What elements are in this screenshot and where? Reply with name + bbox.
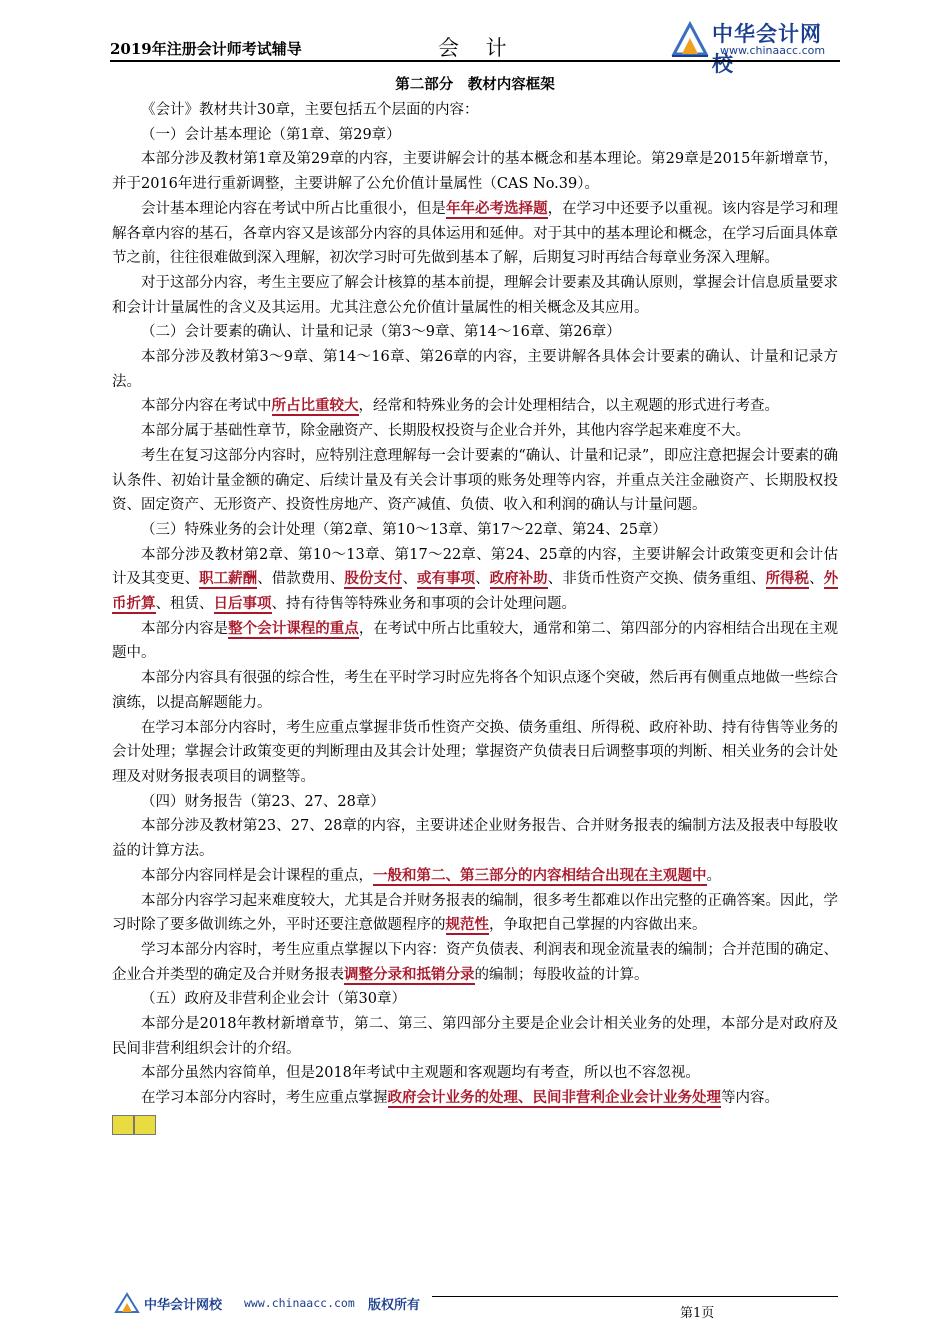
edit-icon[interactable] bbox=[134, 1115, 156, 1135]
highlight-text: 调整分录和抵销分录 bbox=[344, 965, 475, 983]
paragraph bbox=[112, 987, 838, 1012]
text-run: 考生在复习这部分内容时，应特别注意理解每一会计要素的“确认、计量和记录”，即应注意把握会计要素的确认条件、初始计量金额的确定、后续计量及有关会计事项的账务处理等内容，并重点关注金融资产、长期股权投资、固定资产、无形资产、投资性房地产、资产减值、负债、收入和利润的确认与计量问题。 bbox=[112, 447, 838, 514]
logo-triangle-icon bbox=[670, 18, 710, 58]
highlight-text: 政府会计业务的处理、民间非营利企业会计业务处理 bbox=[387, 1089, 721, 1107]
text-run: 、 bbox=[475, 571, 490, 588]
text-run: 、持有待售等特殊业务和事项的会计处理问题。 bbox=[271, 596, 576, 613]
text-run: 、 bbox=[809, 571, 824, 588]
footer-name: 中华会计网校 bbox=[144, 1298, 223, 1313]
paragraph bbox=[112, 518, 838, 543]
paragraph bbox=[112, 814, 838, 863]
text-run: 本部分涉及教材第1章及第29章的内容，主要讲解会计的基本概念和基本理论。第29章是2015年新增章节，并于2016年进行重新调整，主要讲解了公允价值计量属性（CAS No.39）。 bbox=[112, 151, 838, 193]
paragraph bbox=[112, 716, 838, 790]
footer-rule bbox=[432, 1296, 838, 1297]
highlight-text: 年年必考选择题 bbox=[445, 199, 548, 217]
highlight-text: 日后事项 bbox=[213, 595, 272, 613]
footer-logo-icon bbox=[114, 1292, 140, 1314]
paragraph-list bbox=[112, 98, 838, 1111]
highlight-text: 职工薪酬 bbox=[199, 570, 258, 588]
paragraph bbox=[112, 320, 838, 345]
footer-url[interactable]: www.chinaacc.com bbox=[244, 1296, 355, 1310]
paragraph bbox=[112, 147, 838, 196]
highlight-text: 所得税 bbox=[765, 570, 810, 588]
paragraph bbox=[112, 1061, 838, 1086]
text-run: ，在学习中还要予以重视。该内容是学习和理解各章内容的基石，各章内容又是该部分内容的具体运用和延伸。对于其中的基本理论和概念，在学习后面具体章节之前，往往很难做到深入理解，初次学习时可先做到基本了解，后期复习时再结合每章业务深入理解。 bbox=[112, 200, 839, 267]
text-run: 本部分涉及教材第3～9章、第14～16章、第26章的内容，主要讲解各具体会计要素的确认、计量和记录方法。 bbox=[112, 349, 838, 390]
text-run: （一）会计基本理论（第1章、第29章） bbox=[141, 126, 401, 143]
highlight-text: 股份支付 bbox=[344, 570, 403, 588]
text-run: ，争取把自己掌握的内容做出来。 bbox=[489, 917, 707, 934]
text-run: ，在考试中所占比重较大，通常和第二、第四部分的内容相结合出现在主观题中。 bbox=[112, 620, 839, 662]
paragraph bbox=[112, 666, 838, 715]
text-run: 在学习本部分内容时，考生应重点掌握 bbox=[141, 1090, 388, 1107]
paragraph bbox=[112, 1012, 838, 1061]
text-run: 、借款费用、 bbox=[257, 571, 345, 588]
text-run: 本部分内容是 bbox=[141, 620, 229, 637]
text-run: 本部分内容具有很强的综合性，考生在平时学习时应先将各个知识点逐个突破，然后再有侧重点地做一些综合演练，以提高解题能力。 bbox=[112, 670, 838, 711]
text-run: 、 bbox=[402, 571, 417, 588]
paragraph bbox=[112, 1086, 838, 1111]
text-run: 本部分虽然内容简单，但是2018年考试中主观题和客观题均有考查，所以也不容忽视。 bbox=[141, 1065, 700, 1082]
highlight-text: 整个会计课程的重点 bbox=[228, 619, 359, 637]
text-run: 本部分内容学习起来难度较大，尤其是合并财务报表的编制，很多考生都难以作出完整的正确答案。因此，学习时除了要多做训练之外，平时还要注意做题程序的 bbox=[112, 892, 838, 934]
paragraph bbox=[112, 543, 838, 617]
highlight-text: 规范性 bbox=[445, 916, 489, 934]
page-header bbox=[110, 14, 840, 76]
text-run: 本部分内容在考试中 bbox=[141, 398, 272, 415]
text-run: 本部分涉及教材第2章、第10～13章、第17～22章、第24、25章的内容，主要讲解会计政策变更和会计估计及其变更、 bbox=[112, 546, 838, 588]
text-run: （二）会计要素的确认、计量和记录（第3～9章、第14～16章、第26章） bbox=[141, 324, 621, 341]
document-body bbox=[112, 72, 838, 1135]
logo-url: www.chinaacc.com bbox=[720, 44, 826, 57]
paragraph bbox=[112, 419, 838, 444]
logo-name: 中华会计网校 bbox=[712, 22, 822, 76]
text-run: 、非货币性资产交换、债务重组、 bbox=[547, 571, 766, 588]
text-run: 学习本部分内容时，考生应重点掌握以下内容：资产负债表、利润表和现金流量表的编制；合并范围的确定、企业合并类型的确定及合并财务报表 bbox=[112, 941, 838, 983]
header-left-title: 2019年注册会计师考试辅导 bbox=[110, 40, 302, 58]
text-run: 《会计》教材共计30章，主要包括五个层面的内容： bbox=[141, 102, 479, 118]
text-run: （五）政府及非营利企业会计（第30章） bbox=[141, 991, 406, 1008]
paragraph bbox=[112, 889, 838, 938]
text-run: 本部分涉及教材第23、27、28章的内容，主要讲述企业财务报告、合并财务报表的编制方法及报表中每股收益的计算方法。 bbox=[112, 818, 838, 860]
paragraph bbox=[112, 271, 838, 320]
highlight-text: 外币折算 bbox=[112, 570, 839, 613]
header-rule bbox=[110, 60, 840, 62]
highlight-text: 一般和第二、第三部分的内容相结合出现在主观题中 bbox=[373, 866, 707, 884]
text-run: 等内容。 bbox=[721, 1090, 779, 1107]
text-run: 会计基本理论内容在考试中所占比重很小，但是 bbox=[141, 200, 446, 217]
paragraph bbox=[112, 394, 838, 419]
paragraph bbox=[112, 197, 838, 271]
text-run: 、租赁、 bbox=[155, 596, 214, 613]
text-run: （三）特殊业务的会计处理（第2章、第10～13章、第17～22章、第24、25章） bbox=[141, 521, 667, 538]
highlight-text: 或有事项 bbox=[416, 570, 476, 588]
section-title: 第二部分 教材内容框架 bbox=[395, 76, 555, 93]
text-run: 。 bbox=[706, 867, 721, 884]
toolbar-icons bbox=[112, 1115, 838, 1135]
text-run: 本部分内容同样是会计课程的重点， bbox=[141, 867, 373, 884]
paragraph bbox=[112, 345, 838, 394]
footer-rights: 版权所有 bbox=[368, 1298, 421, 1313]
text-run: 对于这部分内容，考生主要应了解会计核算的基本前提，理解会计要素及其确认原则，掌握会计信息质量要求和会计计量属性的含义及其运用。尤其注意公允价值计量属性的相关概念及其应用。 bbox=[112, 274, 838, 316]
highlight-text: 政府补助 bbox=[489, 570, 548, 588]
text-run: 本部分属于基础性章节，除金融资产、长期股权投资与企业合并外，其他内容学起来难度不大。 bbox=[141, 423, 750, 440]
paragraph bbox=[112, 790, 838, 815]
text-run: （四）财务报告（第23、27、28章） bbox=[141, 793, 385, 810]
audio-icon[interactable] bbox=[112, 1115, 134, 1135]
paragraph bbox=[112, 864, 838, 889]
text-run: ，经常和特殊业务的会计处理相结合，以主观题的形式进行考查。 bbox=[358, 398, 779, 415]
logo[interactable] bbox=[660, 14, 840, 76]
paragraph bbox=[112, 98, 838, 123]
page-number: 第1页 bbox=[680, 1306, 715, 1321]
text-run: 在学习本部分内容时，考生应重点掌握非货币性资产交换、债务重组、所得税、政府补助、持有待售等业务的会计处理；掌握会计政策变更的判断理由及其会计处理；掌握资产负债表日后调整事项的判断、相关业务的会计处理及对财务报表项目的调整等。 bbox=[112, 719, 838, 785]
page-footer bbox=[112, 1288, 838, 1328]
highlight-text: 所占比重较大 bbox=[271, 397, 359, 415]
paragraph bbox=[112, 617, 838, 666]
text-run: 的编制；每股收益的计算。 bbox=[474, 966, 649, 983]
paragraph bbox=[112, 123, 838, 148]
paragraph bbox=[112, 938, 838, 987]
text-run: 本部分是2018年教材新增章节，第二、第三、第四部分主要是企业会计相关业务的处理，本部分是对政府及民间非营利组织会计的介绍。 bbox=[112, 1016, 838, 1057]
header-center-title: 会 计 bbox=[438, 36, 517, 60]
paragraph bbox=[112, 444, 838, 518]
